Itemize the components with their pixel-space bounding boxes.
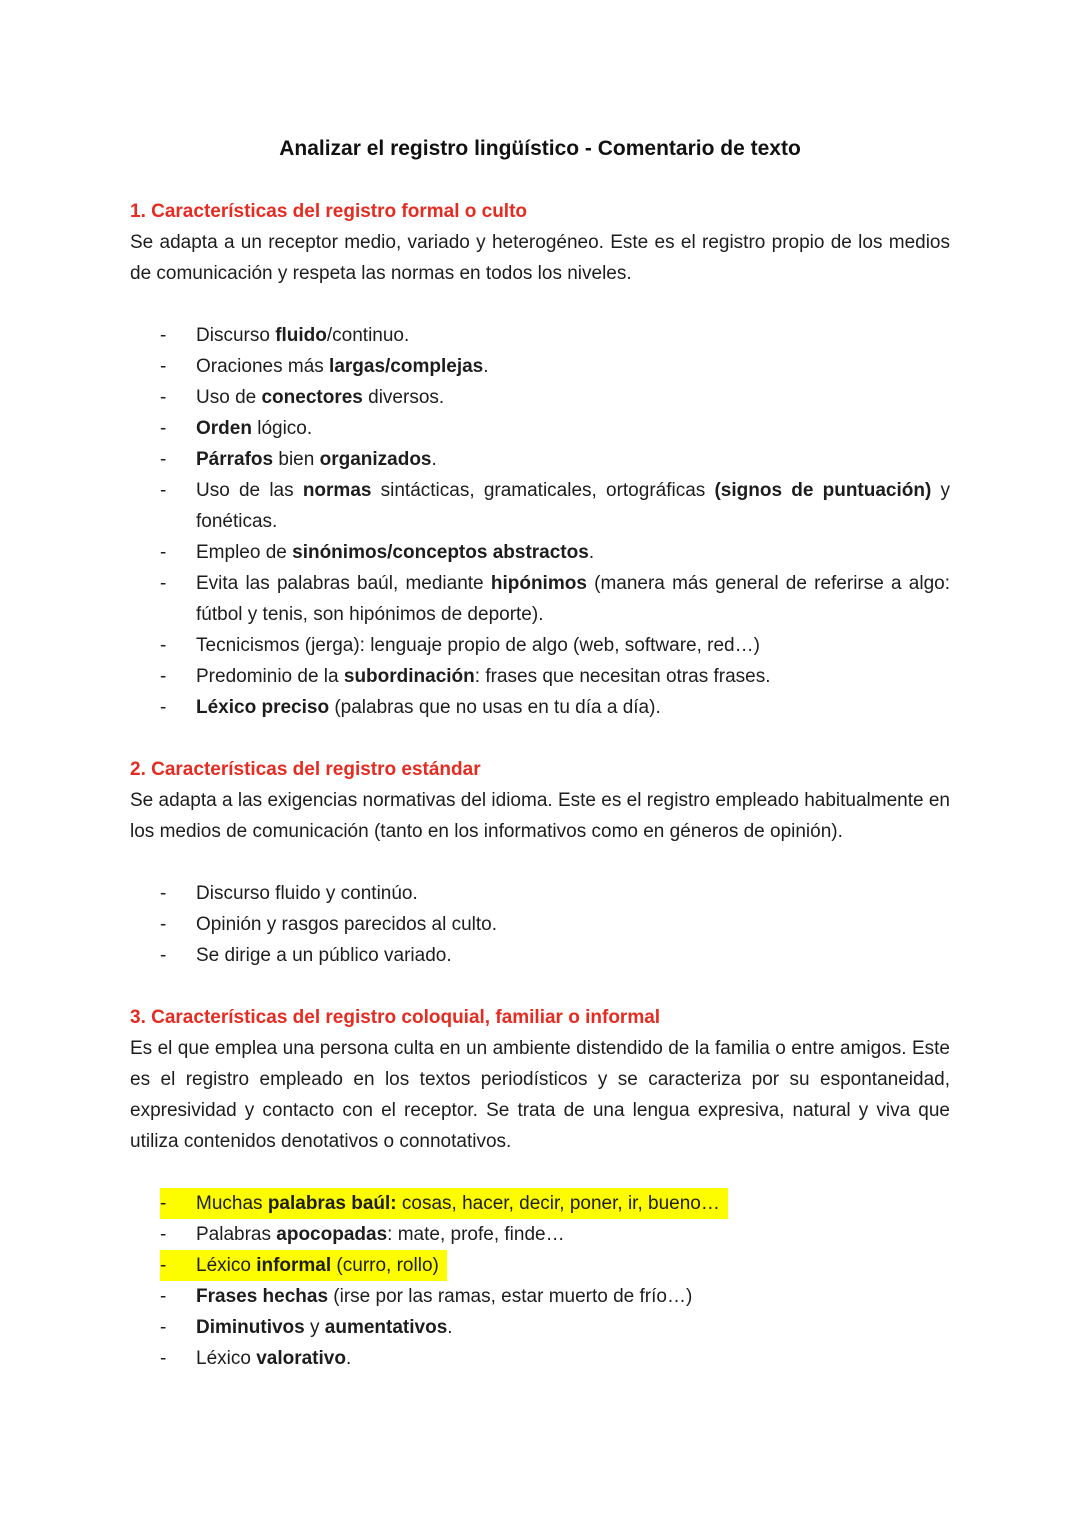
text-segment: sintácticas, gramaticales, ortográficas (371, 480, 715, 501)
list-item (160, 630, 950, 661)
list-item (160, 878, 950, 909)
list-item (160, 1312, 950, 1343)
list-item (160, 661, 950, 692)
bullet-dash: - (160, 883, 167, 904)
text-segment: Se dirige a un público variado. (196, 945, 452, 966)
text-segment: (signos de puntuación) (714, 480, 932, 501)
section-intro: Se adapta a las exigencias normativas del idioma. Este es el registro empleado habitualmente en los medios de comunicación (tanto en los informativos como en géneros de opinión). (130, 790, 950, 842)
bullet-dash: - (160, 635, 167, 656)
text-segment: /continuo. (326, 325, 410, 346)
text-segment: . (345, 1348, 352, 1369)
bullet-dash: - (160, 914, 167, 935)
text-segment: . (588, 542, 595, 563)
list-item-text (196, 444, 950, 475)
bullet-dash: - (160, 697, 167, 718)
section-intro: Es el que emplea una persona culta en un ambiente distendido de la familia o entre amigos. Este es el registro empleado en los textos periodísticos y se caracteriza por su espontaneidad, expresividad y contacto con el receptor. Se trata de una lengua expresiva, natural y viva que utiliza contenidos denotativos o connotativos. (130, 1038, 950, 1152)
list-item (160, 1250, 950, 1281)
list-item-text (196, 661, 950, 692)
sections-container (130, 196, 950, 1374)
text-segment: apocopadas (276, 1224, 388, 1245)
text-segment: cosas, hacer, decir, poner, ir, bueno… (396, 1193, 720, 1214)
list-item (160, 475, 950, 537)
text-segment: Oraciones más (196, 356, 330, 377)
bullet-dash: - (160, 542, 167, 563)
list-item (160, 382, 950, 413)
list-item-text (196, 692, 950, 723)
list-item-text (196, 1312, 950, 1343)
bullet-list (130, 878, 950, 971)
text-segment: palabras baúl: (267, 1193, 397, 1214)
text-segment: aumentativos (324, 1317, 448, 1338)
list-item-text (196, 1250, 447, 1281)
text-segment: (palabras que no usas en tu día a día). (329, 697, 661, 718)
text-segment: Léxico preciso (196, 697, 330, 718)
text-segment: valorativo (256, 1348, 346, 1369)
text-segment: Discurso (196, 325, 276, 346)
list-item-text (196, 568, 950, 630)
text-segment: subordinación (343, 666, 475, 687)
text-segment: (irse por las ramas, estar muerto de frío…) (328, 1286, 693, 1307)
text-segment: y fonéticas. (196, 480, 951, 532)
text-segment: sinónimos/conceptos abstractos (292, 542, 589, 563)
text-segment: Orden (196, 418, 252, 439)
text-segment: largas/complejas (329, 356, 484, 377)
list-item-text (196, 1219, 950, 1250)
text-segment: Muchas (196, 1193, 268, 1214)
bullet-dash: - (160, 1317, 167, 1338)
document-title: Analizar el registro lingüístico - Comentario de texto (279, 137, 801, 160)
list-item-text (196, 413, 950, 444)
text-segment: lógico. (251, 418, 313, 439)
list-item (160, 1343, 950, 1374)
text-segment: . (447, 1317, 453, 1338)
list-item (160, 940, 950, 971)
text-segment: Predominio de la (196, 666, 344, 687)
list-item-text (196, 320, 950, 351)
text-segment: Uso de las (196, 480, 303, 501)
list-item (160, 320, 950, 351)
section (130, 1002, 950, 1374)
text-segment: : frases que necesitan otras frases. (474, 666, 771, 687)
list-item-text (196, 475, 950, 537)
bullet-dash: - (160, 387, 167, 408)
section (130, 196, 950, 723)
section-heading: 1. Características del registro formal o culto (130, 201, 528, 222)
list-item-text (196, 878, 950, 909)
text-segment: . (431, 449, 437, 470)
list-item (160, 1281, 950, 1312)
list-item (160, 568, 950, 630)
bullet-dash: - (160, 945, 167, 966)
text-segment: diversos. (362, 387, 445, 408)
text-segment: Léxico (196, 1348, 257, 1369)
text-segment: hipónimos (490, 573, 587, 594)
list-item-text (196, 537, 950, 568)
list-item-text (196, 382, 950, 413)
list-item (160, 1219, 950, 1250)
list-item (160, 413, 950, 444)
text-segment: Léxico (196, 1255, 257, 1276)
text-segment: Discurso fluido y continúo. (196, 883, 418, 904)
bullet-dash: - (160, 1224, 167, 1245)
section-heading: 3. Características del registro coloquial, familiar o informal (130, 1007, 661, 1028)
text-segment: normas (302, 480, 372, 501)
text-segment: . (483, 356, 489, 377)
text-segment: organizados (319, 449, 432, 470)
list-item-text (196, 940, 950, 971)
bullet-list (130, 320, 950, 723)
list-item-text (196, 1188, 728, 1219)
section (130, 754, 950, 971)
text-segment: Párrafos (196, 449, 274, 470)
text-segment: y (304, 1317, 325, 1338)
text-segment: Diminutivos (196, 1317, 305, 1338)
list-item (160, 909, 950, 940)
text-segment: (curro, rollo) (331, 1255, 439, 1276)
text-segment: : mate, profe, finde… (387, 1224, 565, 1245)
text-segment: Evita las palabras baúl, mediante (196, 573, 491, 594)
list-item (160, 537, 950, 568)
list-item-text (196, 1343, 950, 1374)
bullet-dash: - (160, 1188, 196, 1219)
list-item-text (196, 909, 950, 940)
list-item (160, 444, 950, 475)
bullet-dash: - (160, 480, 167, 501)
list-item-text (196, 630, 950, 661)
text-segment: Uso de (196, 387, 262, 408)
section-heading: 2. Características del registro estándar (130, 759, 481, 780)
list-item (160, 692, 950, 723)
bullet-dash: - (160, 356, 167, 377)
text-segment: informal (256, 1255, 332, 1276)
text-segment: Opinión y rasgos parecidos al culto. (196, 914, 497, 935)
list-item-text (196, 351, 950, 382)
text-segment: bien (273, 449, 320, 470)
bullet-list (130, 1188, 950, 1374)
bullet-dash: - (160, 1348, 167, 1369)
bullet-dash: - (160, 1286, 167, 1307)
bullet-dash: - (160, 1250, 196, 1281)
list-item (160, 351, 950, 382)
text-segment: Empleo de (196, 542, 293, 563)
text-segment: fluido (275, 325, 327, 346)
bullet-dash: - (160, 418, 167, 439)
text-segment: conectores (261, 387, 363, 408)
text-segment: (manera más general de referirse a algo: fútbol y tenis, son hipónimos de deporte). (196, 573, 951, 625)
bullet-dash: - (160, 666, 167, 687)
text-segment: Tecnicismos (jerga): lenguaje propio de algo (web, software, red…) (196, 635, 760, 656)
bullet-dash: - (160, 449, 167, 470)
text-segment: Palabras (196, 1224, 277, 1245)
section-intro: Se adapta a un receptor medio, variado y heterogéneo. Este es el registro propio de los medios de comunicación y respeta las normas en todos los niveles. (130, 232, 950, 284)
bullet-dash: - (160, 325, 167, 346)
text-segment: Frases hechas (196, 1286, 329, 1307)
list-item-text (196, 1281, 950, 1312)
list-item (160, 1188, 950, 1219)
bullet-dash: - (160, 573, 167, 594)
